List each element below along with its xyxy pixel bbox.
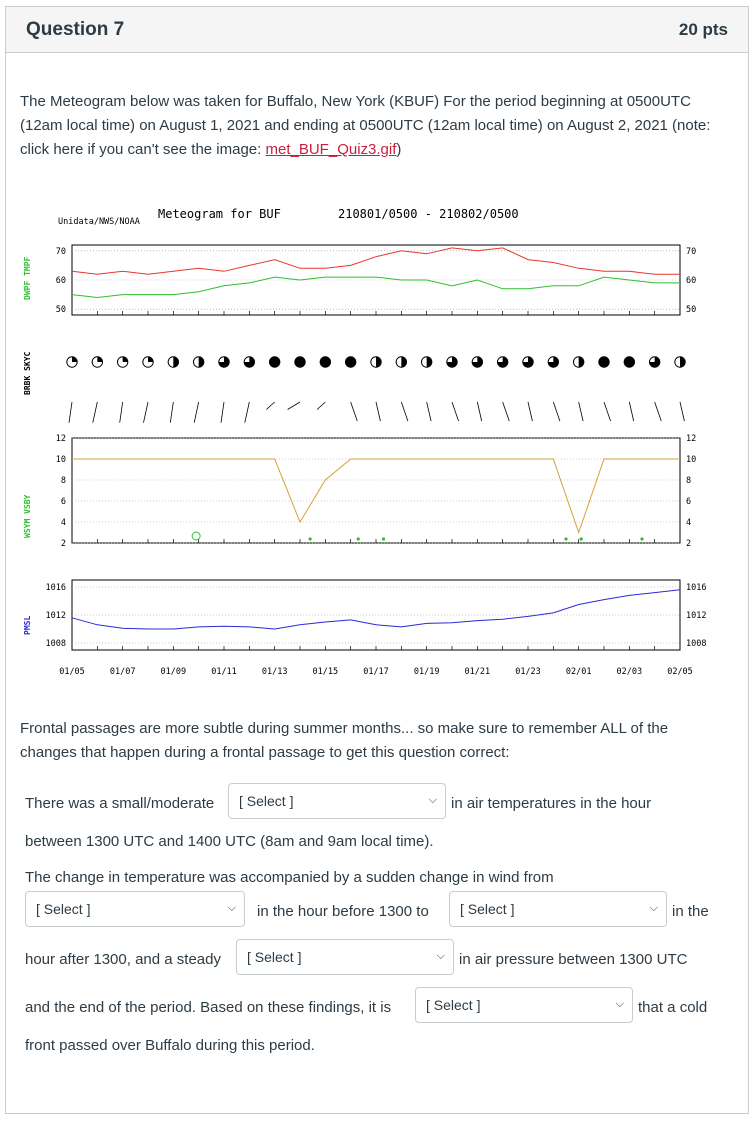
q-line1-b: in air temperatures in the hour [451, 795, 652, 812]
sky-cover-symbol [599, 357, 609, 367]
select-wind-after-value: [ Select ] [460, 901, 515, 917]
sky-cover-symbol [67, 357, 77, 367]
visibility-line [72, 459, 680, 533]
sky-cover-symbol [244, 357, 254, 367]
y-tick-label-right: 8 [686, 476, 692, 486]
intro-close: ) [396, 141, 402, 158]
q-line6-a: and the end of the period. Based on these findings, it is [25, 999, 392, 1016]
vsby-panel [72, 438, 680, 543]
question-points: 20 pts [678, 19, 728, 39]
q-line4-end: in the [672, 903, 709, 920]
x-tick-label: 02/05 [667, 667, 693, 677]
x-tick-label: 01/05 [59, 667, 85, 677]
x-tick-label: 01/23 [515, 667, 541, 677]
wind-barb [553, 402, 560, 421]
wind-barb [452, 402, 459, 421]
q-line7: front passed over Buffalo during this period. [25, 1037, 315, 1054]
sky-cover-symbol [624, 357, 634, 367]
chevron-down-icon: ⌵ [649, 902, 658, 914]
wind-barb [69, 402, 72, 423]
wind-barb [351, 402, 358, 421]
wind-barb [120, 402, 123, 423]
sky-cover-symbol [143, 357, 153, 367]
meteogram-title: Meteogram for BUF [158, 207, 281, 221]
y-tick-label-right: 1008 [686, 639, 707, 649]
x-tick-label: 01/13 [261, 667, 288, 677]
wind-barb [376, 402, 380, 421]
sky-cover-symbol [193, 357, 203, 367]
y-tick-label: 8 [60, 476, 66, 486]
sky-cover-symbol [675, 357, 685, 367]
x-tick-label: 01/15 [312, 667, 339, 677]
meteogram-period: 210801/0500 - 210802/0500 [338, 207, 519, 221]
question-intro [20, 90, 736, 162]
sky-cover-symbol [345, 357, 355, 367]
x-tick-label: 01/11 [211, 667, 237, 677]
y-tick-label-right: 1016 [686, 583, 707, 593]
q-line1-a: There was a small/moderate [25, 795, 215, 812]
y-tick-label: 1012 [45, 611, 66, 621]
wind-barb [503, 402, 510, 421]
x-tick-label: 02/03 [616, 667, 643, 677]
weather-marker [564, 537, 567, 540]
x-tick-label: 01/21 [464, 667, 491, 677]
select-temperature-change-value: [ Select ] [239, 793, 294, 809]
sky-cover-symbol [168, 357, 178, 367]
wind-barb [579, 402, 583, 421]
select-conclusion-value: [ Select ] [426, 997, 481, 1013]
image-link[interactable]: met_BUF_Quiz3.gif [265, 141, 397, 158]
q-line3: The change in temperature was accompanied by a sudden change in wind from [25, 869, 554, 886]
chevron-down-icon: ⌵ [436, 950, 445, 962]
select-wind-after[interactable] [449, 891, 667, 927]
sky-cover-symbol [92, 357, 102, 367]
wind-barb [221, 402, 224, 423]
weather-marker [382, 537, 385, 540]
weather-marker [357, 537, 360, 540]
q-line6-b: that a cold [638, 999, 708, 1016]
meteogram-figure [20, 190, 708, 688]
wind-barb [655, 402, 662, 421]
select-temperature-change[interactable] [228, 783, 446, 819]
select-wind-before-value: [ Select ] [36, 901, 91, 917]
select-conclusion[interactable] [415, 987, 633, 1023]
wind-barb [245, 402, 250, 423]
wind-barb [317, 402, 325, 410]
wind-barb [170, 402, 173, 423]
sky-cover-symbol [573, 357, 583, 367]
y-tick-label-right: 4 [686, 518, 692, 528]
wind-barb [427, 402, 431, 421]
wind-barb [477, 402, 481, 421]
label-sky: BRBK SKYC [23, 351, 32, 395]
x-tick-label: 02/01 [565, 667, 592, 677]
y-tick-label: 6 [60, 497, 66, 507]
sky-cover-symbol [421, 357, 431, 367]
sky-cover-symbol [472, 357, 482, 367]
sky-cover-symbol [219, 357, 229, 367]
wind-barb [144, 402, 149, 423]
y-tick-label: 50 [55, 305, 66, 316]
y-tick-label-right: 50 [686, 305, 697, 316]
wind-barb [401, 402, 408, 421]
select-wind-before[interactable] [25, 891, 245, 927]
y-tick-label: 70 [55, 246, 66, 257]
y-tick-label-right: 2 [686, 539, 692, 549]
y-tick-label: 10 [55, 455, 66, 465]
y-tick-label: 12 [55, 434, 66, 444]
weather-marker [309, 537, 312, 540]
select-pressure-change-value: [ Select ] [247, 949, 302, 965]
y-tick-label-right: 10 [686, 455, 697, 465]
y-tick-label-right: 12 [686, 434, 697, 444]
sky-cover-symbol [447, 357, 457, 367]
temperature-line [72, 248, 680, 274]
y-tick-label-right: 70 [686, 246, 697, 257]
wind-barb [266, 402, 274, 410]
y-tick-label: 1008 [45, 639, 66, 649]
q-line5-a: hour after 1300, and a steady [25, 951, 221, 968]
sky-cover-symbol [649, 357, 659, 367]
wind-barb [194, 402, 198, 423]
y-tick-label: 2 [60, 539, 66, 549]
q-line5-b: in air pressure between 1300 UTC [459, 951, 688, 968]
label-vsby: WSYM VSBY [23, 494, 32, 538]
sky-cover-symbol [523, 357, 533, 367]
y-tick-label: 1016 [45, 583, 66, 593]
sky-cover-symbol [117, 357, 127, 367]
x-tick-label: 01/09 [160, 667, 187, 677]
wind-barb [629, 402, 633, 421]
label-pres: PMSL [23, 615, 32, 635]
y-tick-label: 60 [55, 276, 66, 286]
sky-cover-symbol [497, 357, 507, 367]
x-tick-label: 01/19 [413, 667, 440, 677]
chevron-down-icon: ⌵ [227, 902, 236, 914]
y-tick-label-right: 6 [686, 497, 692, 507]
pressure-line [72, 590, 680, 629]
paragraph: Frontal passages are more subtle during summer months... so make sure to remember ALL of the changes that happen during a frontal passage to get this question correct: [20, 720, 669, 761]
select-pressure-change[interactable] [236, 939, 454, 975]
sky-cover-symbol [295, 357, 305, 367]
label-temp: DWPF TMPF [23, 256, 32, 300]
chevron-down-icon: ⌵ [615, 998, 624, 1010]
wind-barb [288, 402, 300, 410]
sky-cover-symbol [548, 357, 558, 367]
chevron-down-icon: ⌵ [428, 794, 437, 806]
question-header [6, 7, 748, 53]
weather-marker [640, 537, 643, 540]
y-tick-label-right: 60 [686, 276, 697, 286]
question-title: Question 7 [26, 18, 125, 40]
meteogram-source: Unidata/NWS/NOAA [58, 217, 140, 227]
sky-cover-symbol [371, 357, 381, 367]
wind-barb [680, 402, 684, 421]
weather-marker [580, 537, 583, 540]
q-line4-mid: in the hour before 1300 to [257, 903, 429, 920]
q-line2: between 1300 UTC and 1400 UTC (8am and 9am local time). [25, 833, 434, 850]
x-tick-label: 01/17 [363, 667, 389, 677]
x-tick-label: 01/07 [109, 667, 136, 677]
y-tick-label: 4 [60, 518, 66, 528]
intro-text: The Meteogram below was taken for Buffalo, New York (KBUF) For the period beginning at 0500UTC (12am local time) on August 1, 2021 and ending at 0500UTC (12am local time) on August 2, 2021 (note: click here if you can't see the image: [20, 93, 711, 158]
wind-barb [93, 402, 98, 423]
sky-cover-symbol [320, 357, 330, 367]
wind-barb [604, 402, 611, 421]
sky-cover-symbol [269, 357, 279, 367]
weather-symbol [192, 532, 200, 540]
y-tick-label-right: 1012 [686, 611, 707, 621]
sky-cover-symbol [396, 357, 406, 367]
wind-barb [528, 402, 532, 421]
